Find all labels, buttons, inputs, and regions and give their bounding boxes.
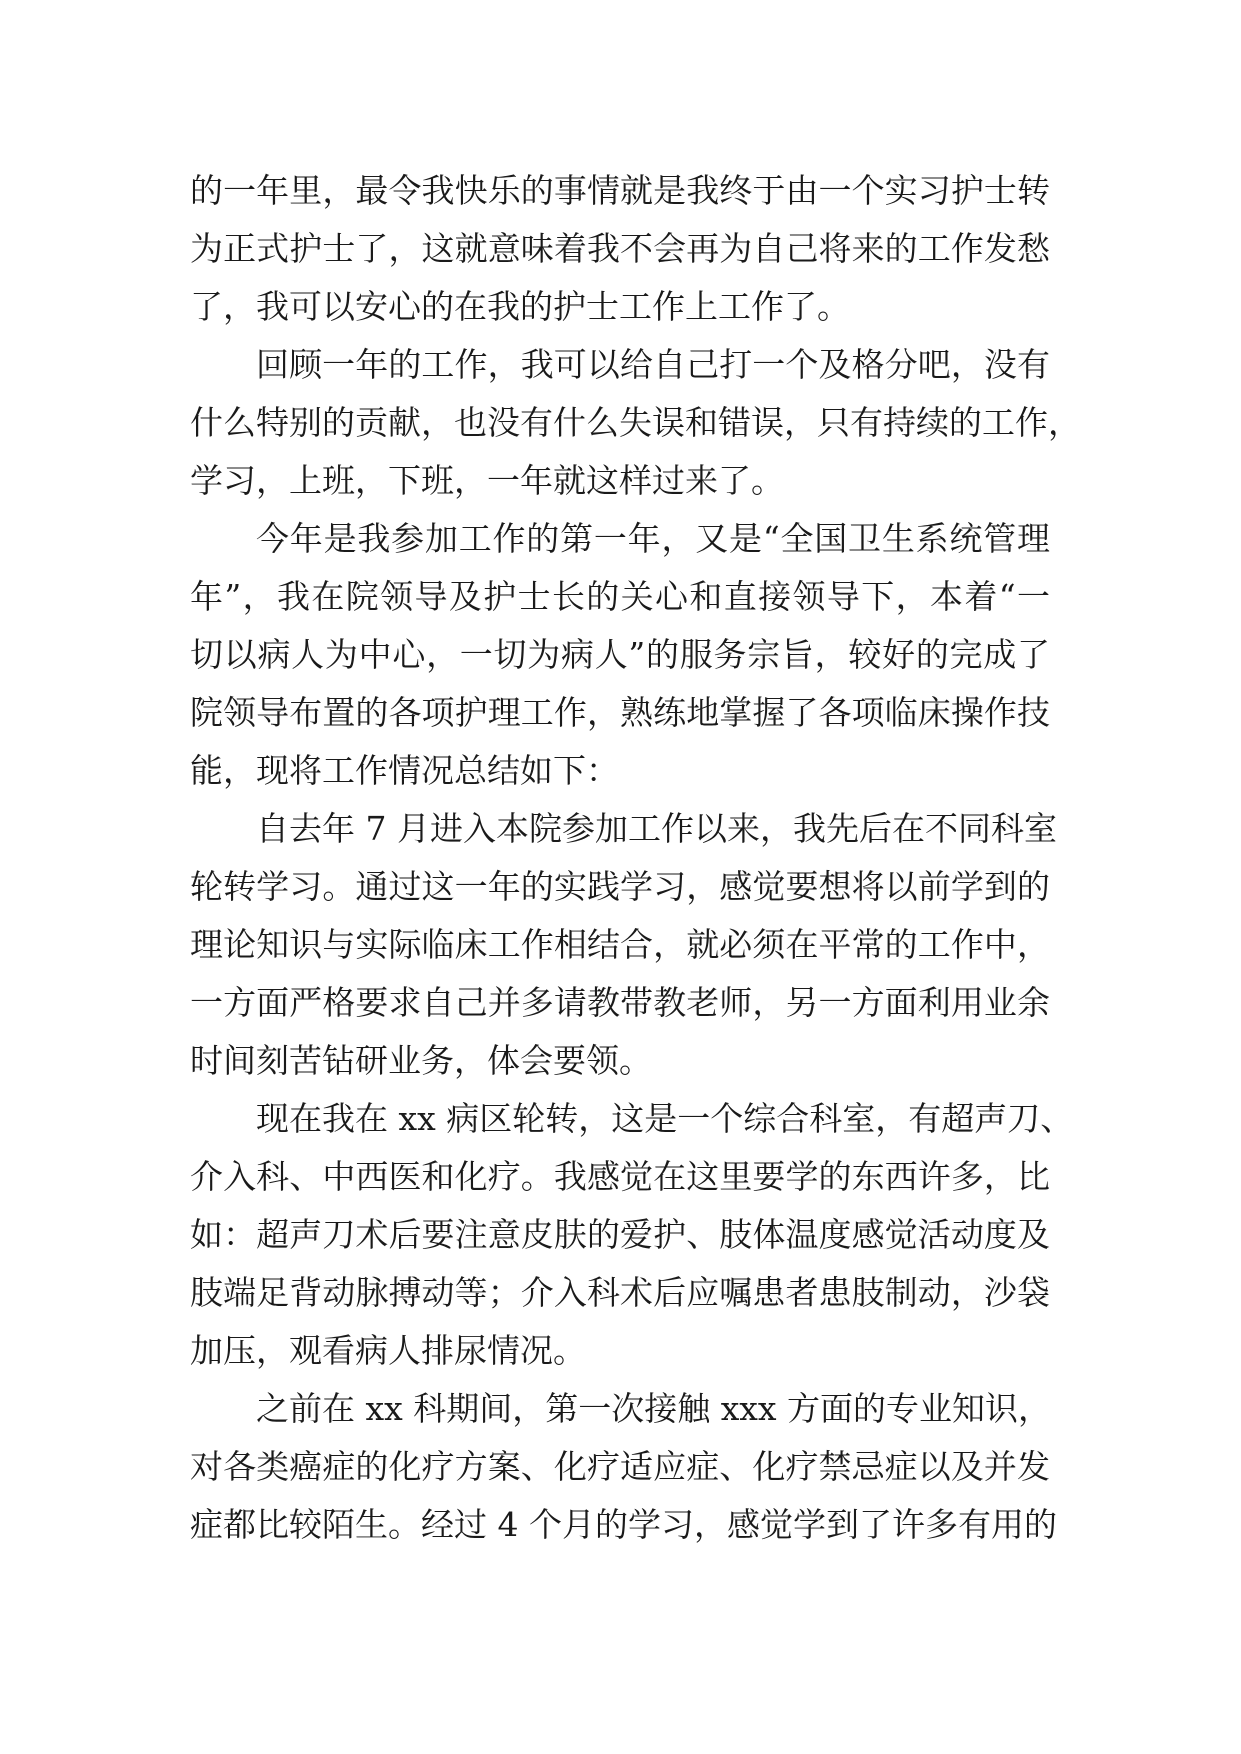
text-line: 为正式护士了，这就意味着我不会再为自己将来的工作发愁 — [190, 229, 1050, 268]
text-line: 什么特别的贡献，也没有什么失误和错误，只有持续的工作， — [190, 403, 1081, 442]
text-line: 切以病人为中心，一切为病人”的服务宗旨，较好的完成了 — [190, 635, 1050, 674]
text-line: 症都比较陌生。经过 4 个月的学习，感觉学到了许多有用的 — [190, 1505, 1057, 1544]
text-line: 今年是我参加工作的第一年，又是“全国卫生系统管理 — [256, 519, 1050, 558]
document-body — [190, 162, 1081, 1554]
text-line: 院领导布置的各项护理工作，熟练地掌握了各项临床操作技 — [190, 693, 1050, 732]
text-line: 理论知识与实际临床工作相结合，就必须在平常的工作中， — [190, 925, 1050, 964]
text-line: 了，我可以安心的在我的护士工作上工作了。 — [190, 287, 850, 326]
text-line: 能，现将工作情况总结如下： — [190, 751, 619, 790]
text-line: 加压，观看病人排尿情况。 — [190, 1331, 586, 1370]
text-line: 学习，上班，下班，一年就这样过来了。 — [190, 461, 784, 500]
text-line: 自去年 7 月进入本院参加工作以来，我先后在不同科室 — [256, 809, 1057, 848]
text-line: 介入科、中西医和化疗。我感觉在这里要学的东西许多，比 — [190, 1157, 1050, 1196]
text-line: 的一年里，最令我快乐的事情就是我终于由一个实习护士转 — [190, 171, 1050, 210]
text-line: 之前在 xx 科期间，第一次接触 xxx 方面的专业知识， — [256, 1389, 1052, 1428]
text-line: 轮转学习。通过这一年的实践学习，感觉要想将以前学到的 — [190, 867, 1050, 906]
text-line: 年”，我在院领导及护士长的关心和直接领导下，本着“一 — [190, 577, 1050, 616]
text-line: 肢端足背动脉搏动等；介入科术后应嘱患者患肢制动，沙袋 — [190, 1273, 1050, 1312]
text-line: 对各类癌症的化疗方案、化疗适应症、化疗禁忌症以及并发 — [190, 1447, 1050, 1486]
text-line: 现在我在 xx 病区轮转，这是一个综合科室，有超声刀、 — [256, 1099, 1074, 1138]
text-line: 时间刻苦钻研业务，体会要领。 — [190, 1041, 652, 1080]
text-line: 如：超声刀术后要注意皮肤的爱护、肢体温度感觉活动度及 — [190, 1215, 1050, 1254]
text-line: 回顾一年的工作，我可以给自己打一个及格分吧，没有 — [256, 345, 1050, 384]
text-line: 一方面严格要求自己并多请教带教老师，另一方面利用业余 — [190, 983, 1050, 1022]
